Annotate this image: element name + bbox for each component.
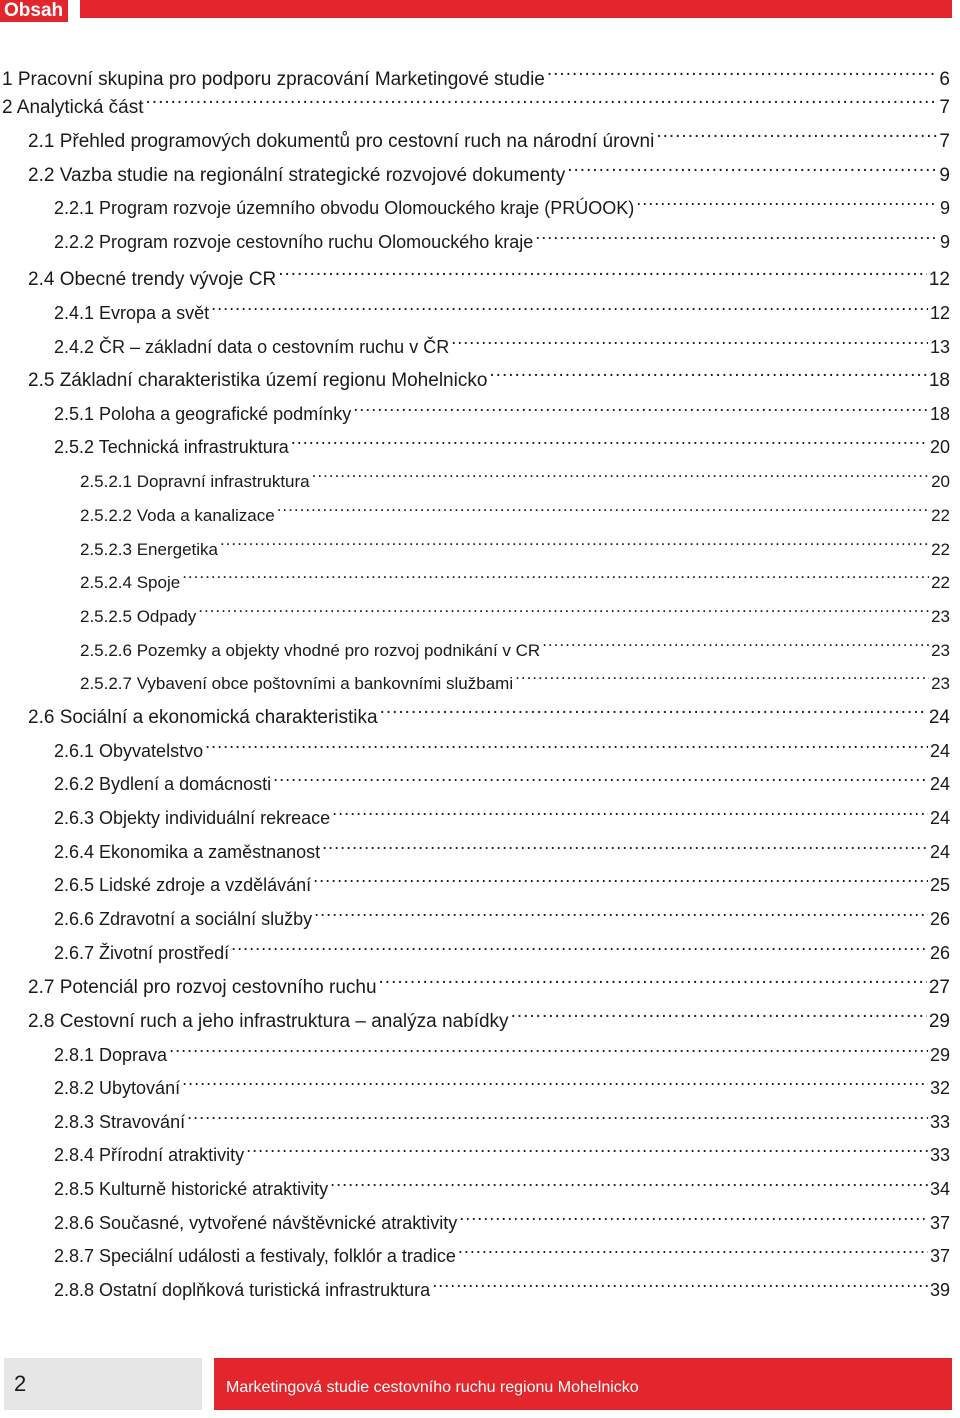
toc-leader-dots xyxy=(432,1266,928,1296)
toc-leader-dots xyxy=(277,491,929,521)
toc-entry-title: 1 Pracovní skupina pro podporu zpracování Marketingové studie xyxy=(2,69,545,90)
toc-entry[interactable] xyxy=(80,457,950,491)
toc-entry-page: 24 xyxy=(929,774,950,794)
header-accent-bar xyxy=(80,0,952,18)
toc-leader-dots xyxy=(353,390,928,420)
toc-entry-title: 2.5.2.3 Energetika xyxy=(80,540,218,559)
toc-entry-page: 24 xyxy=(928,707,950,728)
toc-entry-title: 2.5.2.5 Odpady xyxy=(80,607,197,626)
toc-entry-page: 37 xyxy=(929,1213,950,1233)
toc-entry-title: 2.6.7 Životní prostředí xyxy=(54,943,230,963)
toc-entry-page: 39 xyxy=(929,1280,950,1300)
toc-leader-dots xyxy=(322,828,928,858)
toc-leader-dots xyxy=(273,760,928,790)
toc-leader-dots xyxy=(182,558,929,588)
toc-entry-title: 2.8.2 Ubytování xyxy=(54,1078,181,1098)
toc-entry-title: 2.7 Potenciál pro rozvoj cestovního ruchu xyxy=(28,977,377,998)
toc-entry[interactable] xyxy=(28,997,950,1032)
toc-entry-page: 22 xyxy=(931,506,950,525)
toc-entry-page: 26 xyxy=(929,909,950,929)
toc-leader-dots xyxy=(542,626,929,656)
toc-entry-page: 20 xyxy=(931,472,950,491)
toc-entry-page: 37 xyxy=(929,1246,950,1266)
toc-entry-title: 2.6.1 Obyvatelstvo xyxy=(54,741,204,761)
toc-entry-title: 2.5.2.4 Spoje xyxy=(80,573,181,592)
toc-entry[interactable] xyxy=(28,117,950,152)
toc-leader-dots xyxy=(198,592,929,622)
toc-entry-title: 2.5.2.7 Vybavení obce poštovními a bankovními službami xyxy=(80,674,514,693)
toc-entry-title: 2.1 Přehled programových dokumentů pro cestovní ruch na národní úrovni xyxy=(28,131,655,152)
toc-entry[interactable] xyxy=(54,289,950,323)
toc-entry-title: 2.8 Cestovní ruch a jeho infrastruktura – analýza nabídky xyxy=(28,1011,509,1032)
toc-entry[interactable] xyxy=(54,1131,950,1165)
toc-entry-page: 24 xyxy=(929,741,950,761)
toc-entry-page: 26 xyxy=(929,943,950,963)
toc-entry[interactable] xyxy=(54,861,950,895)
toc-leader-dots xyxy=(246,1131,928,1161)
toc-entry-title: 2.8.1 Doprava xyxy=(54,1045,168,1065)
toc-entry-page: 33 xyxy=(929,1145,950,1165)
toc-entry[interactable] xyxy=(54,1165,950,1199)
toc-entry-page: 29 xyxy=(928,1011,950,1032)
toc-entry-page: 24 xyxy=(929,808,950,828)
toc-entry[interactable] xyxy=(2,55,950,90)
toc-entry-page: 22 xyxy=(931,573,950,592)
toc-leader-dots xyxy=(535,218,938,248)
toc-leader-dots xyxy=(187,1098,928,1128)
toc-entry-page: 25 xyxy=(929,875,950,895)
toc-leader-dots xyxy=(489,356,926,386)
toc-entry[interactable] xyxy=(2,83,950,118)
toc-entry[interactable] xyxy=(54,1199,950,1233)
toc-leader-dots xyxy=(211,289,928,319)
toc-entry-page: 6 xyxy=(939,69,950,90)
toc-leader-dots xyxy=(146,83,938,113)
toc-entry-title: 2.2 Vazba studie na regionální strategické rozvojové dokumenty xyxy=(28,165,566,186)
toc-entry-title: 2.6.3 Objekty individuální rekreace xyxy=(54,808,331,828)
toc-entry-page: 20 xyxy=(929,437,950,457)
toc-entry[interactable] xyxy=(54,828,950,862)
toc-entry-title: 2.6.4 Ekonomika a zaměstnanost xyxy=(54,842,321,862)
toc-entry[interactable] xyxy=(54,423,950,457)
toc-entry-page: 9 xyxy=(939,165,950,186)
toc-entry-page: 9 xyxy=(939,232,950,252)
toc-entry[interactable] xyxy=(28,356,950,391)
toc-leader-dots xyxy=(547,55,938,85)
toc-entry-title: 2.8.6 Současné, vytvořené návštěvnické atraktivity xyxy=(54,1213,458,1233)
toc-entry[interactable] xyxy=(80,659,950,693)
toc-entry-title: 2.8.4 Přírodní atraktivity xyxy=(54,1145,245,1165)
toc-entry-title: 2.8.3 Stravování xyxy=(54,1112,186,1132)
toc-entry-title: 2.5 Základní charakteristika území regionu Mohelnicko xyxy=(28,370,488,391)
toc-entry-page: 34 xyxy=(929,1179,950,1199)
toc-entry[interactable] xyxy=(80,491,950,525)
toc-entry-page: 12 xyxy=(928,269,950,290)
toc-leader-dots xyxy=(330,1165,928,1195)
toc-entry-page: 24 xyxy=(929,842,950,862)
toc-entry-page: 29 xyxy=(929,1045,950,1065)
toc-leader-dots xyxy=(515,659,929,689)
toc-entry[interactable] xyxy=(54,1064,950,1098)
toc-entry[interactable] xyxy=(28,693,950,728)
toc-entry-title: 2.5.2.2 Voda a kanalizace xyxy=(80,506,275,525)
toc-entry[interactable] xyxy=(54,929,950,963)
toc-entry[interactable] xyxy=(80,525,950,559)
toc-entry-page: 23 xyxy=(931,641,950,660)
toc-entry[interactable] xyxy=(54,794,950,828)
toc-entry-title: 2.2.2 Program rozvoje cestovního ruchu Olomouckého kraje xyxy=(54,232,534,252)
toc-entry[interactable] xyxy=(54,1232,950,1266)
toc-leader-dots xyxy=(458,1232,928,1262)
toc-entry-page: 9 xyxy=(939,198,950,218)
toc-leader-dots xyxy=(451,323,928,353)
toc-entry[interactable] xyxy=(54,218,950,252)
toc-entry[interactable] xyxy=(80,558,950,592)
toc-entry-page: 18 xyxy=(928,370,950,391)
toc-leader-dots xyxy=(169,1031,928,1061)
toc-entry-page: 7 xyxy=(939,131,950,152)
toc-leader-dots xyxy=(567,151,937,181)
toc-leader-dots xyxy=(656,117,937,147)
toc-entry-title: 2.8.8 Ostatní doplňková turistická infrastruktura xyxy=(54,1280,431,1300)
toc-leader-dots xyxy=(313,861,928,891)
toc-entry[interactable] xyxy=(28,151,950,186)
toc-leader-dots xyxy=(459,1199,928,1229)
toc-entry-title: 2.5.2.1 Dopravní infrastruktura xyxy=(80,472,310,491)
toc-leader-dots xyxy=(182,1064,928,1094)
toc-leader-dots xyxy=(379,963,927,993)
toc-entry[interactable] xyxy=(54,323,950,357)
toc-entry-page: 23 xyxy=(931,674,950,693)
toc-entry-title: 2.5.2 Technická infrastruktura xyxy=(54,437,289,457)
toc-leader-dots xyxy=(312,457,929,487)
toc-entry-page: 23 xyxy=(931,607,950,626)
toc-entry[interactable] xyxy=(80,626,950,660)
toc-entry-title: 2.8.5 Kulturně historické atraktivity xyxy=(54,1179,329,1199)
toc-entry[interactable] xyxy=(28,255,950,290)
toc-entry-page: 32 xyxy=(929,1078,950,1098)
page-title: Obsah xyxy=(0,0,68,22)
toc-entry-title: 2.2.1 Program rozvoje územního obvodu Olomouckého kraje (PRÚOOK) xyxy=(54,198,635,218)
toc-entry[interactable] xyxy=(54,1098,950,1132)
footer-page-number: 2 xyxy=(4,1358,202,1410)
toc-leader-dots xyxy=(205,727,928,757)
footer-title: Marketingová studie cestovního ruchu regionu Mohelnicko xyxy=(214,1358,952,1410)
toc-entry-title: 2.6 Sociální a ekonomická charakteristika xyxy=(28,707,378,728)
toc-entry[interactable] xyxy=(80,592,950,626)
toc-entry[interactable] xyxy=(54,184,950,218)
toc-leader-dots xyxy=(511,997,927,1027)
toc-entry-page: 13 xyxy=(929,337,950,357)
toc-entry-page: 7 xyxy=(939,97,950,118)
toc-entry-title: 2.5.1 Poloha a geografické podmínky xyxy=(54,404,352,424)
toc-entry[interactable] xyxy=(54,895,950,929)
toc-leader-dots xyxy=(636,184,938,214)
toc-entry-title: 2.6.5 Lidské zdroje a vzdělávání xyxy=(54,875,312,895)
toc-entry-title: 2.6.2 Bydlení a domácnosti xyxy=(54,774,272,794)
toc-entry-page: 18 xyxy=(929,404,950,424)
toc-entry-page: 22 xyxy=(931,540,950,559)
toc-entry[interactable] xyxy=(28,963,950,998)
toc-entry-title: 2.4.2 ČR – základní data o cestovním ruchu v ČR xyxy=(54,337,450,357)
toc-entry-title: 2.4 Obecné trendy vývoje CR xyxy=(28,269,277,290)
toc-entry[interactable] xyxy=(54,1031,950,1065)
toc-leader-dots xyxy=(220,525,929,555)
toc-entry-title: 2.4.1 Evropa a svět xyxy=(54,303,210,323)
toc-leader-dots xyxy=(332,794,928,824)
toc-leader-dots xyxy=(278,255,927,285)
toc-entry-page: 12 xyxy=(929,303,950,323)
toc-entry[interactable] xyxy=(54,1266,950,1300)
toc-leader-dots xyxy=(231,929,928,959)
toc-leader-dots xyxy=(380,693,927,723)
toc-entry[interactable] xyxy=(54,727,950,761)
toc-entry-title: 2 Analytická část xyxy=(2,97,144,118)
toc-entry-title: 2.5.2.6 Pozemky a objekty vhodné pro rozvoj podnikání v CR xyxy=(80,641,541,660)
toc-leader-dots xyxy=(291,423,928,453)
toc-entry[interactable] xyxy=(54,390,950,424)
toc-entry-title: 2.8.7 Speciální události a festivaly, folklór a tradice xyxy=(54,1246,456,1266)
toc-leader-dots xyxy=(314,895,928,925)
toc-entry[interactable] xyxy=(54,760,950,794)
toc-entry-page: 33 xyxy=(929,1112,950,1132)
toc-entry-title: 2.6.6 Zdravotní a sociální služby xyxy=(54,909,313,929)
toc-entry-page: 27 xyxy=(928,977,950,998)
